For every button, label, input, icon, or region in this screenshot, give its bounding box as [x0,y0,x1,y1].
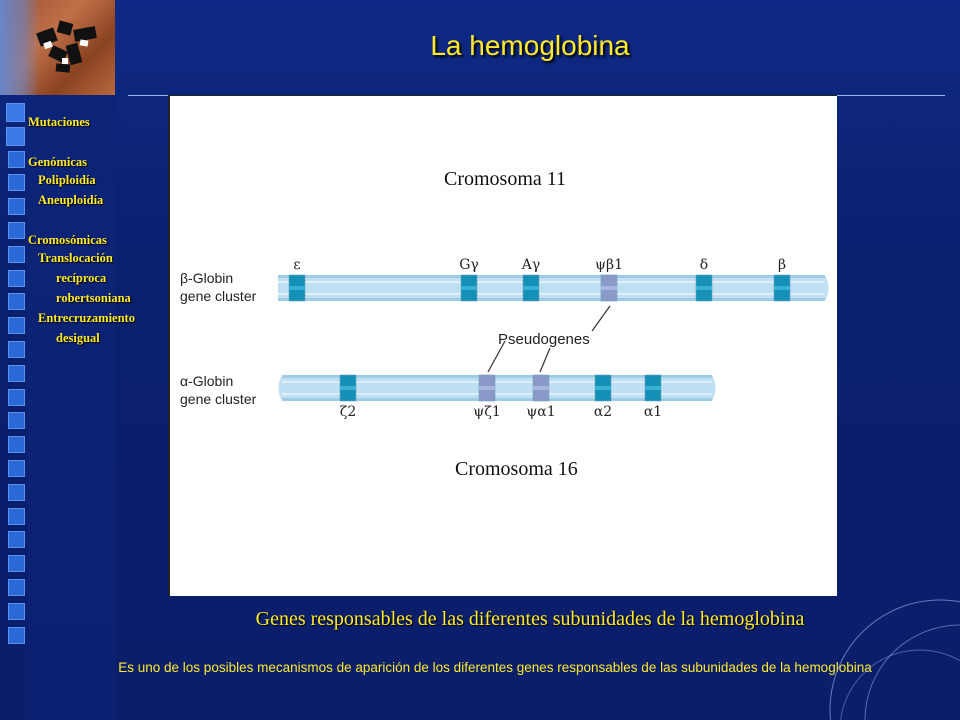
decorative-square [8,508,25,525]
decorative-square [8,317,25,334]
decorative-square [8,365,25,382]
nav-item-3[interactable]: Poliploidía [38,173,96,187]
pseudogenes-label: Pseudogenes [498,331,590,348]
alpha-gene-label-4: α2 [593,404,613,420]
globin-gene-cluster-figure [168,95,837,596]
alpha-gene-label-1: ζ2 [339,404,357,420]
sidebar-panel [26,95,115,720]
decorative-square [8,579,25,596]
beta-gene-label-1: ε [293,257,301,273]
nav-item-2[interactable]: Genómicas [28,155,88,169]
alpha-gene-stripe-5 [645,386,661,390]
alpha-gene-stripe-1 [340,386,356,390]
decorative-square [6,127,25,146]
decorative-square [8,174,25,191]
decorative-square [8,389,25,406]
beta-cluster-label-1: β-Globin [180,270,234,286]
gene-cluster-diagram [170,96,837,596]
alpha-cluster-label-2: gene cluster [180,391,257,407]
beta-gene-stripe-5 [696,286,712,290]
beta-gene-label-5: δ [699,257,709,273]
slide-title: La hemoglobina [430,30,630,61]
pseudogene-pointer-psizeta1 [488,341,505,372]
alpha-gene-stripe-3 [533,386,549,390]
nav-item-1[interactable]: Mutaciones [28,115,90,129]
decorative-square [8,341,25,358]
beta-chromosome-bar [278,275,829,301]
chromosome-11-label: Cromosoma 11 [444,168,567,190]
nav-item-9[interactable]: Entrecruzamiento [38,311,135,325]
decorative-square [8,151,25,168]
decorative-square [8,222,25,239]
decorative-square [6,103,25,122]
figure-caption: Genes responsables de las diferentes subunidades de la hemoglobina [255,608,805,630]
decorative-square-strip [0,95,26,720]
decorative-square [8,198,25,215]
decorative-square [8,293,25,310]
alpha-gene-label-5: α1 [643,404,663,420]
alpha-gene-stripe-4 [595,386,611,390]
alpha-gene-stripe-2 [479,386,495,390]
decorative-square [8,531,25,548]
beta-gene-stripe-2 [461,286,477,290]
nav-item-5[interactable]: Cromosómicas [28,233,107,247]
decorative-arcs [790,590,960,720]
nav-item-10[interactable]: desigual [56,331,100,345]
beta-gene-label-3: Aγ [521,257,541,273]
alpha-gene-label-3: ψα1 [526,404,556,420]
nav-item-8[interactable]: robertsoniana [56,291,131,305]
decorative-square [8,246,25,263]
beta-gene-label-6: β [777,257,787,273]
pseudogene-pointer-psibeta1 [592,306,610,331]
beta-gene-label-4: ψβ1 [595,257,623,273]
decorative-square [8,412,25,429]
decorative-square [8,555,25,572]
beta-gene-stripe-3 [523,286,539,290]
nav-item-7[interactable]: recíproca [56,271,107,285]
decorative-square [8,627,25,644]
pseudogene-pointer-psialpha1 [540,348,550,372]
decorative-square [8,484,25,501]
chromosome-16-label: Cromosoma 16 [455,458,578,480]
beta-gene-stripe-1 [289,286,305,290]
title-rule-left [128,95,170,96]
nav-item-4[interactable]: Aneuploidía [38,193,104,207]
decorative-square [8,603,25,620]
decorative-square [8,270,25,287]
beta-cluster-label-2: gene cluster [180,288,257,304]
alpha-cluster-label-1: α-Globin [180,373,234,389]
beta-gene-stripe-6 [774,286,790,290]
decorative-square [8,436,25,453]
decorative-square [8,460,25,477]
nav-item-6[interactable]: Translocación [38,251,113,265]
title-rule-right [835,95,945,96]
alpha-gene-label-2: ψζ1 [473,404,501,420]
footer-note: Es uno de los posibles mecanismos de aparición de los diferentes genes responsables de las subunidades de la hemoglobina [118,660,872,675]
university-logo [0,0,115,95]
beta-gene-stripe-4 [601,286,617,290]
beta-gene-label-2: Gγ [459,257,479,273]
